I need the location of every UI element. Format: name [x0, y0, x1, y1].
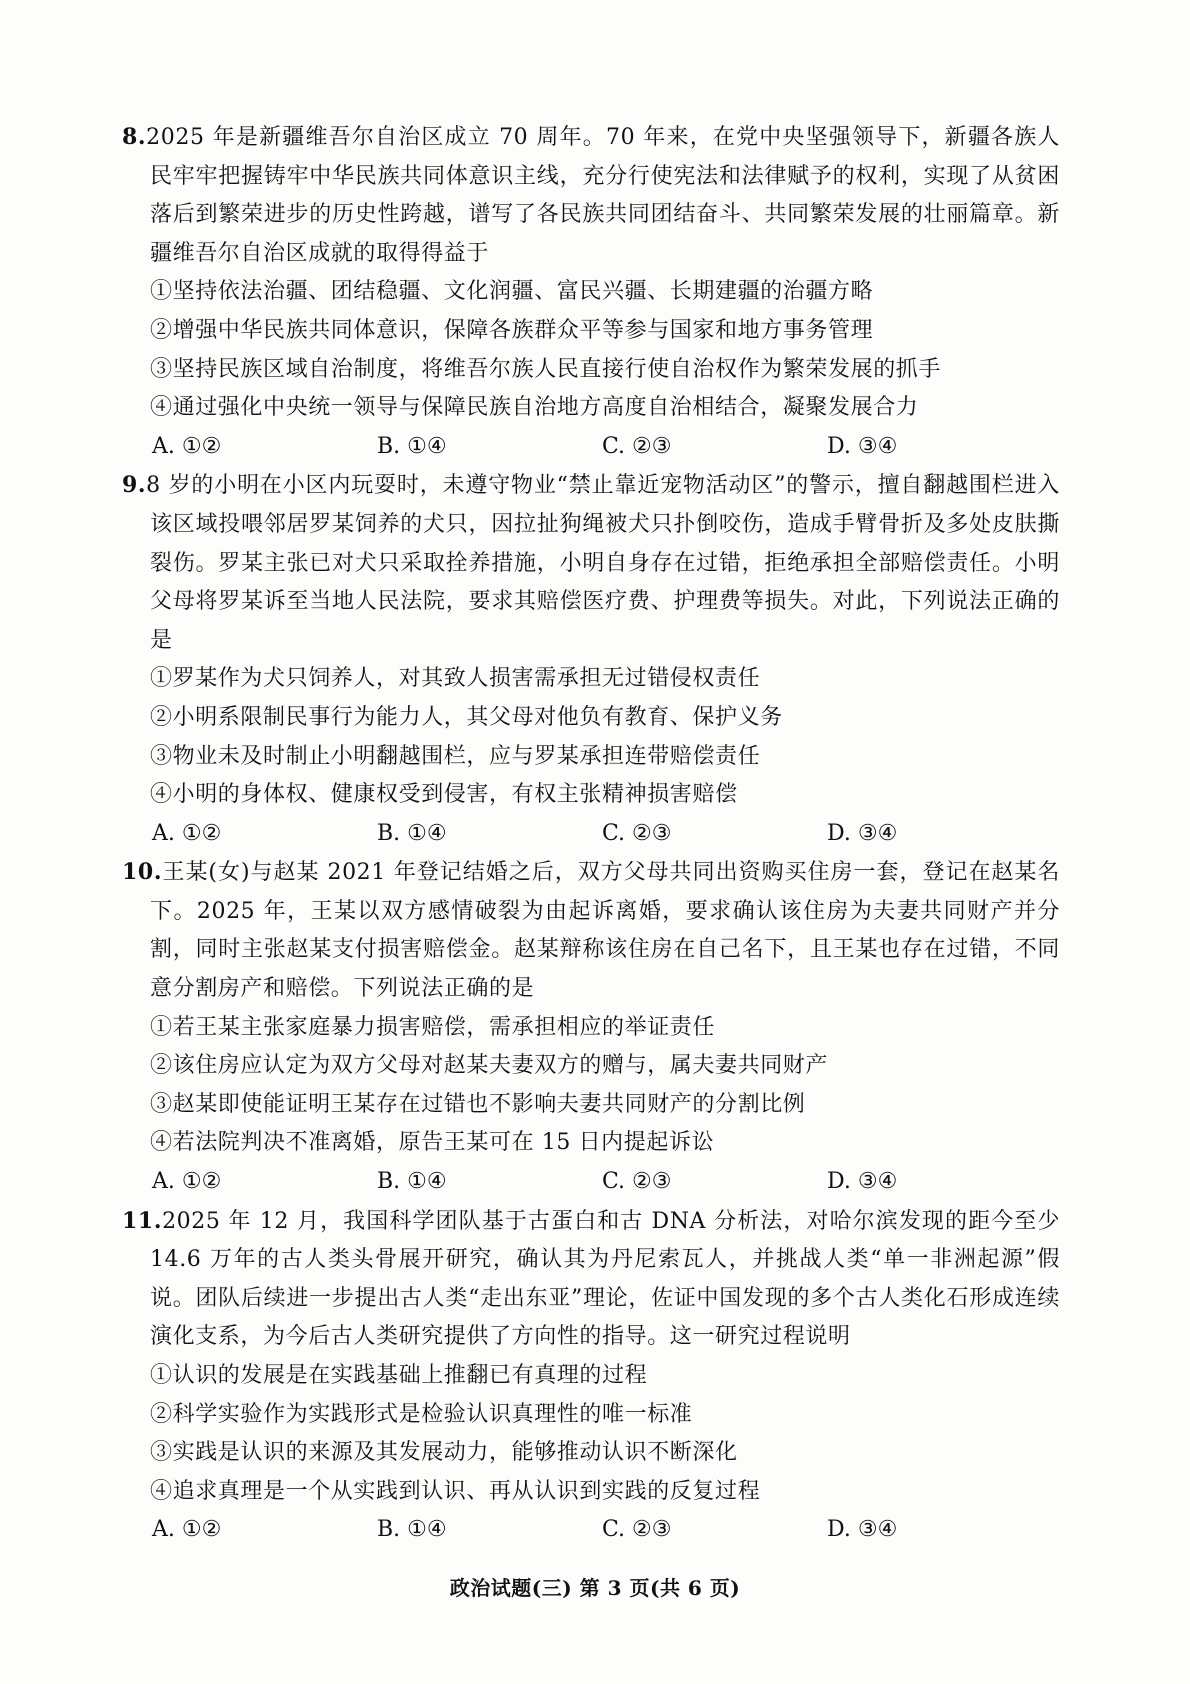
choice-b: B. ①④	[377, 433, 447, 459]
choice-a: A. ①②	[152, 433, 222, 459]
statement-3: ③赵某即使能证明王某存在过错也不影响夫妻共同财产的分割比例	[150, 1091, 806, 1117]
choice-d: D. ③④	[827, 1517, 898, 1543]
statement-2: ②增强中华民族共同体意识，保障各族群众平等参与国家和地方事务管理	[150, 317, 874, 343]
question-stem	[122, 853, 1060, 1008]
choice-d: D. ③④	[827, 1169, 898, 1195]
question-number: 9.	[122, 472, 147, 499]
question-text: 2025 年是新疆维吾尔自治区成立 70 周年。70 年来，在党中央坚强领导下，新疆各族人民牢牢把握铸牢中华民族共同体意识主线，充分行使宪法和法律赋予的权利，实现了从贫困落后到繁荣进步的历史性跨越，谱写了各民族共同团结奋斗、共同繁荣发展的壮丽篇章。新疆维吾尔自治区成就的取得得益于	[146, 125, 1060, 266]
choice-c: C. ②③	[602, 1169, 672, 1195]
answer-choices	[122, 1163, 1060, 1202]
statement-1: ①罗某作为犬只饲养人，对其致人损害需承担无过错侵权责任	[150, 666, 761, 692]
answer-choices	[122, 815, 1060, 854]
choice-c: C. ②③	[602, 433, 672, 459]
statement-2: ②科学实验作为实践形式是检验认识真理性的唯一标准	[150, 1401, 693, 1427]
choice-c: C. ②③	[602, 820, 672, 846]
statement-4: ④小明的身体权、健康权受到侵害，有权主张精神损害赔偿	[150, 782, 738, 808]
question-stem	[122, 466, 1060, 660]
statement-4: ④通过强化中央统一领导与保障民族自治地方高度自治相结合，凝聚发展合力	[150, 395, 919, 421]
question-number: 8.	[122, 124, 147, 150]
page-footer: 政治试题(三) 第 3 页(共 6 页)	[449, 1576, 741, 1600]
choice-a: A. ①②	[152, 1517, 222, 1543]
question-text: 8 岁的小明在小区内玩耍时，未遵守物业“禁止靠近宠物活动区”的警示，擅自翻越围栏进入该区域投喂邻居罗某饲养的犬只，因拉扯狗绳被犬只扑倒咬伤，造成手臂骨折及多处皮肤撕裂伤。罗某主张已对犬只采取拴养措施，小明自身存在过错，拒绝承担全部赔偿责任。小明父母将罗某诉至当地人民法院，要求其赔偿医疗费、护理费等损失。对此，下列说法正确的是	[146, 473, 1060, 653]
statement-3: ③坚持民族区域自治制度，将维吾尔族人民直接行使自治权作为繁荣发展的抓手	[150, 356, 942, 382]
question-10	[122, 853, 1060, 1201]
statement-2: ②小明系限制民事行为能力人，其父母对他负有教育、保护义务	[150, 704, 783, 730]
statement-1: ①认识的发展是在实践基础上推翻已有真理的过程	[150, 1363, 648, 1388]
statement-1: ①若王某主张家庭暴力损害赔偿，需承担相应的举证责任	[150, 1014, 716, 1040]
statement-4: ④若法院判决不准离婚，原告王某可在 15 日内提起诉讼	[150, 1130, 715, 1156]
question-text: 王某(女)与赵某 2021 年登记结婚之后，双方父母共同出资购买住房一套，登记在赵某名下。2025 年，王某以双方感情破裂为由起诉离婚，要求确认该住房为夫妻共同财产并分割，同时主张赵某支付损害赔偿金。赵某辩称该住房在自己名下，且王某也存在过错，不同意分割房产和赔偿。下列说法正确的是	[150, 860, 1060, 1002]
answer-choices	[122, 1511, 1060, 1550]
choice-d: D. ③④	[827, 820, 898, 846]
choice-b: B. ①④	[377, 1169, 447, 1195]
choice-c: C. ②③	[602, 1517, 672, 1543]
answer-choices	[122, 428, 1060, 467]
statement-3: ③实践是认识的来源及其发展动力，能够推动认识不断深化	[150, 1440, 738, 1466]
question-number: 11.	[122, 1207, 163, 1234]
question-text: 2025 年 12 月，我国科学团队基于古蛋白和古 DNA 分析法，对哈尔滨发现的距今至少 14.6 万年的古人类头骨展开研究，确认其为丹尼索瓦人，并挑战人类“单一非洲起源”假说。团队后续进一步提出古人类“走出东亚”理论，佐证中国发现的多个古人类化石形成连续演化支系，为今后古人类研究提供了方向性的指导。这一研究过程说明	[150, 1208, 1060, 1350]
question-number: 10.	[122, 859, 163, 886]
choice-a: A. ①②	[152, 820, 222, 846]
question-stem	[122, 118, 1060, 273]
question-11	[122, 1202, 1060, 1550]
question-9	[122, 466, 1060, 853]
statement-1: ①坚持依法治疆、团结稳疆、文化润疆、富民兴疆、长期建疆的治疆方略	[150, 279, 874, 305]
statement-3: ③物业未及时制止小明翻越围栏，应与罗某承担连带赔偿责任	[150, 743, 761, 769]
statement-4: ④追求真理是一个从实践到认识、再从认识到实践的反复过程	[150, 1478, 761, 1504]
choice-d: D. ③④	[827, 433, 898, 459]
question-stem	[122, 1202, 1060, 1357]
statement-2: ②该住房应认定为双方父母对赵某夫妻双方的赠与，属夫妻共同财产	[150, 1053, 829, 1079]
choice-b: B. ①④	[377, 1517, 447, 1543]
choice-b: B. ①④	[377, 820, 447, 846]
choice-a: A. ①②	[152, 1169, 222, 1195]
question-8	[122, 118, 1060, 466]
